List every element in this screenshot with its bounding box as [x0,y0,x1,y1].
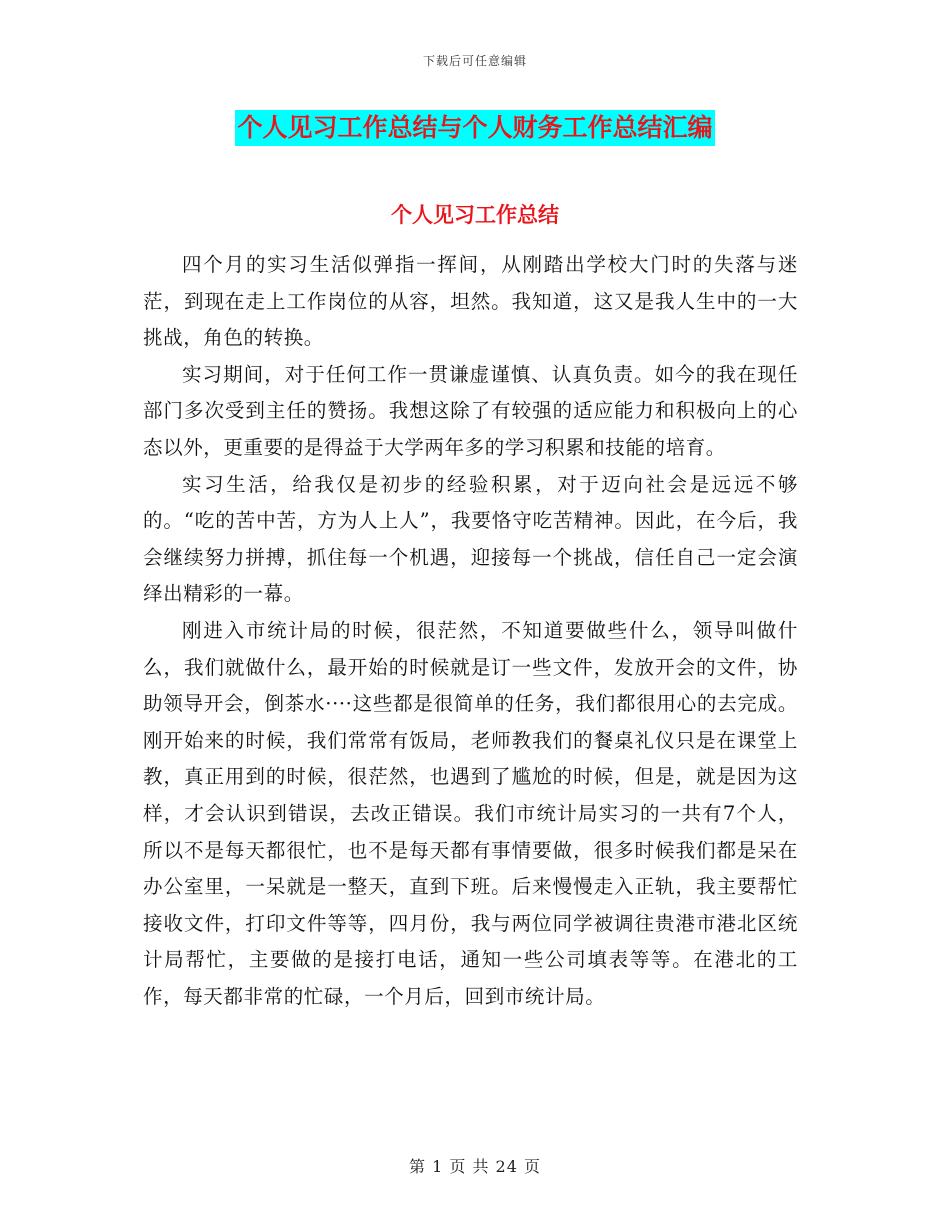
document-title-container [0,110,950,146]
section-title: 个人见习工作总结 [391,202,559,227]
page-footer [0,1154,950,1177]
footer-suffix: 页 [524,1157,542,1176]
paragraph: 刚进入市统计局的时候，很茫然，不知道要做些什么，领导叫做什么，我们就做什么，最开始的时候就是订一些文件，发放开会的文件，协助领导开会，倒茶水····这些都是很简单的任务，我们都很用心的去完成。刚开始来的时候，我们常常有饭局，老师教我们的餐桌礼仪只是在课堂上教，真正用到的时候，很茫然，也遇到了尴尬的时候，但是，就是因为这样，才会认识到错误，去改正错误。我们市统计局实习的一共有7个人，所以不是每天都很忙，也不是每天都有事情要做，很多时候我们都是呆在办公室里，一呆就是一整天，直到下班。后来慢慢走入正轨，我主要帮忙接收文件，打印文件等等，四月份，我与两位同学被调往贵港市港北区统计局帮忙，主要做的是接打电话，通知一些公司填表等等。在港北的工作，每天都非常的忙碌，一个月后，回到市统计局。 [143,618,798,1008]
document-title: 个人见习工作总结与个人财务工作总结汇编 [235,110,714,146]
footer-page-number: 1 [432,1157,444,1176]
footer-total-pages: 24 [495,1157,518,1176]
page-header-note: 下载后可任意编辑 [422,54,527,68]
footer-middle: 页 共 [449,1157,490,1176]
paragraph: 实习期间，对于任何工作一贯谦虚谨慎、认真负责。如今的我在现任部门多次受到主任的赞扬。我想这除了有较强的适应能力和积极向上的心态以外，更重要的是得益于大学两年多的学习积累和技能的培育。 [143,362,798,459]
paragraph: 实习生活，给我仅是初步的经验积累，对于迈向社会是远远不够的。“吃的苦中苦，方为人上人”，我要恪守吃苦精神。因此，在今后，我会继续努力拼搏，抓住每一个机遇，迎接每一个挑战，信任自己一定会演绎出精彩的一幕。 [143,472,798,606]
paragraph: 四个月的实习生活似弹指一挥间，从刚踏出学校大门时的失落与迷茫，到现在走上工作岗位的从容，坦然。我知道，这又是我人生中的一大挑战，角色的转换。 [143,253,798,350]
footer-prefix: 第 [408,1157,426,1176]
document-body [143,247,798,1015]
